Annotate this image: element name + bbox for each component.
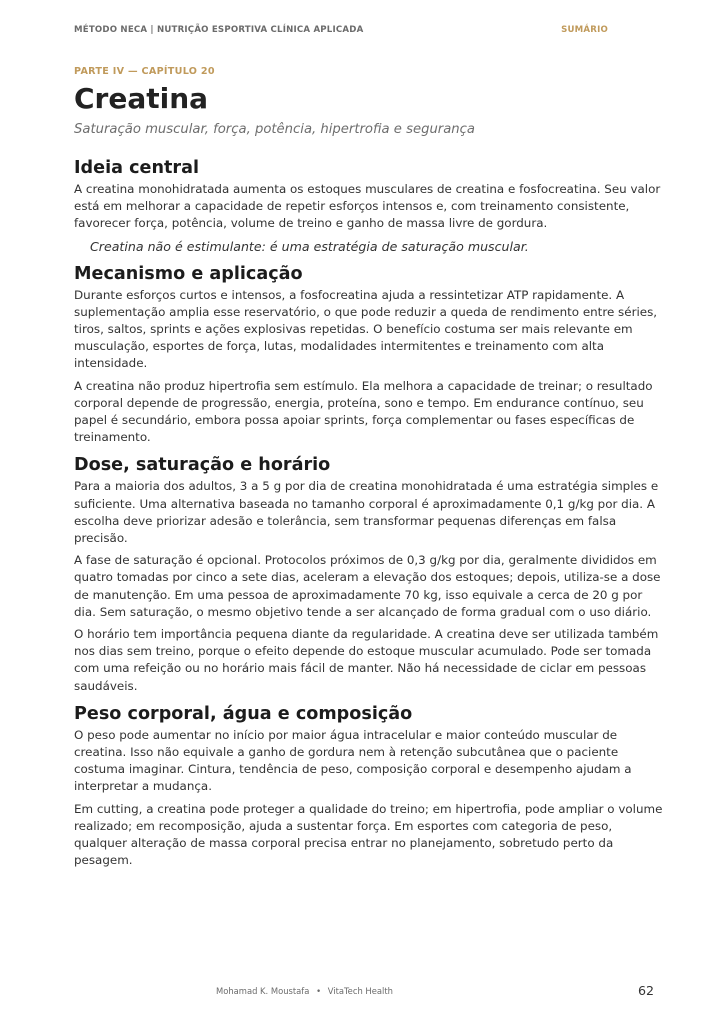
page-number: 62 — [637, 983, 654, 998]
summary-link[interactable]: SUMÁRIO — [561, 25, 608, 35]
page-header — [74, 25, 608, 37]
section-paragraph: A creatina monohidratada aumenta os estoques musculares de creatina e fosfocreatina. Seu valor está em melhorar a capacidade de repetir esforços intensos e, com treinamento consistente, favorecer força, potência, volume de treino e ganho de massa livre de gordura. — [74, 182, 661, 231]
section-heading: Dose, saturação e horário — [74, 455, 331, 476]
section-ideia-central — [74, 157, 664, 256]
footer-author-name: Mohamad K. Moustafa — [216, 986, 310, 996]
section-peso-corporal — [74, 703, 664, 870]
chapter-content — [74, 66, 664, 870]
section-dose — [74, 454, 664, 694]
section-paragraph: A fase de saturação é opcional. Protocolos próximos de 0,3 g/kg por dia, geralmente divididos em quatro tomadas por cinco a sete dias, aceleram a elevação dos estoques; depois, utiliza-se a dose de manutenção. Em uma pessoa de aproximadamente 70 kg, isso equivale a cerca de 20 g por dia. Sem saturação, o mesmo objetivo tende a ser alcançado de forma gradual com o uso diário. — [74, 553, 661, 619]
section-paragraph: A creatina não produz hipertrofia sem estímulo. Ela melhora a capacidade de treinar; o resultado corporal depende de progressão, energia, proteína, sono e tempo. Em endurance contínuo, seu papel é secundário, embora possa apoiar sprints, força complementar ou fases específicas de treinamento. — [74, 378, 653, 445]
section-heading: Mecanismo e aplicação — [74, 263, 303, 284]
footer-organization: VitaTech Health — [327, 986, 393, 996]
section-paragraph: O horário tem importância pequena diante da regularidade. A creatina deve ser utilizada também nos dias sem treino, porque o efeito depende do estoque muscular acumulado. Pode ser tomada com uma refeição ou no horário mais fácil de manter. Não há necessidade de ciclar em pessoas saudáveis. — [74, 627, 659, 693]
section-mecanismo — [74, 263, 664, 447]
chapter-subtitle: Saturação muscular, força, potência, hipertrofia e segurança — [74, 122, 476, 137]
footer-separator: • — [316, 986, 322, 996]
section-paragraph: Para a maioria dos adultos, 3 a 5 g por dia de creatina monohidratada é uma estratégia simples e suficiente. Uma alternativa baseada no tamanho corporal é aproximadamente 0,1 g/kg por dia. A escolha deve priorizar adesão e tolerância, sem transformar pequenas diferenças em falsa precisão. — [74, 479, 659, 546]
chapter-part-label: PARTE IV — CAPÍTULO 20 — [74, 66, 215, 77]
section-paragraph: Em cutting, a creatina pode proteger a qualidade do treino; em hipertrofia, pode ampliar o volume realizado; em recomposição, ajuda a sustentar força. Em esportes com categoria de peso, qualquer alteração de massa corporal precisa entrar no planejamento, sobretudo perto da pesagem. — [74, 801, 663, 868]
section-heading: Ideia central — [74, 158, 199, 178]
running-header-title: MÉTODO NECA | NUTRIÇÃO ESPORTIVA CLÍNICA APLICADA — [74, 25, 364, 35]
section-paragraph: Durante esforços curtos e intensos, a fosfocreatina ajuda a ressintetizar ATP rapidamente. A suplementação amplia esse reservatório, o que pode reduzir a queda de rendimento entre séries, tiros, saltos, sprints e ações explosivas repetidas. O benefício costuma ser mais relevante em musculação, esportes de força, lutas, modalidades intermitentes e treinamento com alta intensidade. — [74, 287, 658, 371]
section-paragraph: O peso pode aumentar no início por maior água intracelular e maior conteúdo muscular de creatina. Isso não equivale a ganho de gordura nem à retenção subcutânea que o paciente costuma imaginar. Cintura, tendência de peso, composição corporal e desempenho ajudam a interpretar a mudança. — [74, 727, 632, 794]
section-heading: Peso corporal, água e composição — [74, 703, 413, 724]
section-quote: Creatina não é estimulante: é uma estratégia de saturação muscular. — [90, 238, 529, 254]
chapter-title: Creatina — [74, 82, 209, 115]
page-footer — [216, 986, 393, 996]
